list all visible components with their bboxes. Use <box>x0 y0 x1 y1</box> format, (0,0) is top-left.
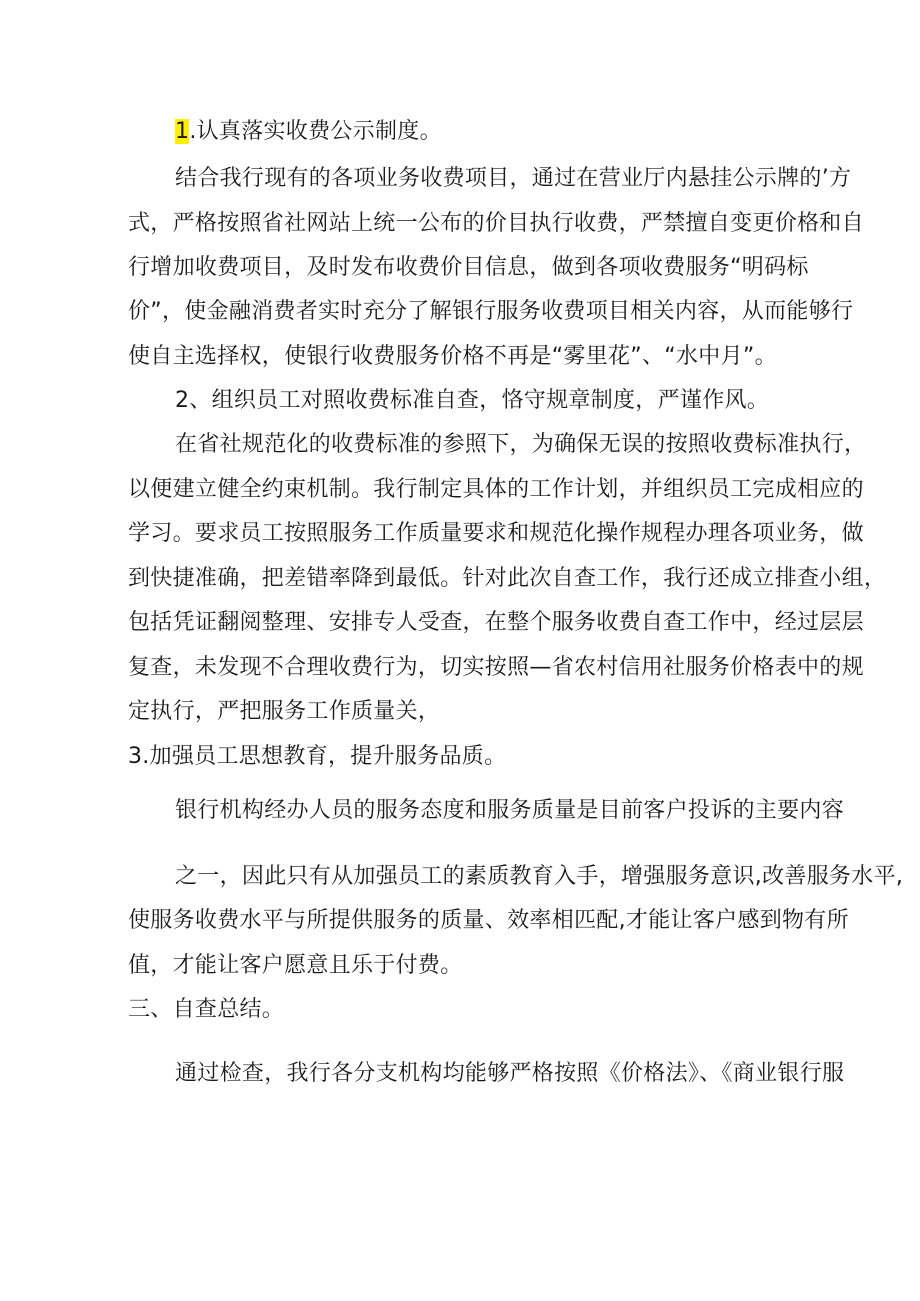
heading-section: 通过检查，我行各分支机构均能够严格按照《价格法》、《商业银行服 <box>175 1061 845 1086</box>
paragraph-line: 使服务收费水平与所提供服务的质量、效率相匹配,才能让客户感到物有所 <box>128 908 849 933</box>
paragraph-line: 三、自查总结。 <box>128 997 285 1022</box>
heading-1: 1.认真落实收费公示制度。 <box>175 119 442 144</box>
paragraph-line: 价”，使金融消费者实时充分了解银行服务收费项目相关内容，从而能够行 <box>128 299 854 324</box>
paragraph-line: 之一，因此只有从加强员工的素质教育入手，增强服务意识,改善服务水平, <box>175 864 904 889</box>
paragraph-line: 结合我行现有的各项业务收费项目，通过在营业厅内悬挂公示牌的’方 <box>175 166 852 191</box>
paragraph-line: 学习。要求员工按照服务工作质量要求和规范化操作规程办理各项业务，做 <box>128 521 864 546</box>
heading-3: 银行机构经办人员的服务态度和服务质量是目前客户投诉的主要内容 <box>175 798 845 823</box>
paragraph-line: 式，严格按照省社网站上统一公布的价目执行收费，严禁擅自变更价格和自 <box>128 211 864 236</box>
paragraph-line: 包括凭证翻阅整理、安排专人受查，在整个服务收费自查工作中，经过层层 <box>128 610 864 635</box>
paragraph-line: 使自主选择权，使银行收费服务价格不再是“雾里花”、“水中月”。 <box>128 344 777 369</box>
paragraph-line: 定执行，严把服务工作质量关， <box>128 699 441 724</box>
paragraph-line: 行增加收费项目，及时发布收费价目信息，做到各项收费服务“明码标 <box>128 255 809 280</box>
paragraph-line: 到快捷准确，把差错率降到最低。针对此次自查工作，我行还成立排查小组， <box>128 566 887 591</box>
paragraph-line: 以便建立健全约束机制。我行制定具体的工作计划，并组织员工完成相应的 <box>128 477 864 502</box>
paragraph-line: 在省社规范化的收费标准的参照下，为确保无误的按照收费标准执行， <box>175 432 867 457</box>
heading-2: 2、组织员工对照收费标准自查，恪守规章制度，严谨作风。 <box>175 388 770 413</box>
paragraph-line: 3.加强员工思想教育，提升服务品质。 <box>128 744 507 769</box>
paragraph-line: 值，才能让客户愿意且乐于付费。 <box>128 953 463 978</box>
paragraph-line: 复查，未发现不合理收费行为，切实按照—省农村信用社服务价格表中的规 <box>128 655 864 680</box>
highlight-mark: 1 <box>175 119 190 144</box>
